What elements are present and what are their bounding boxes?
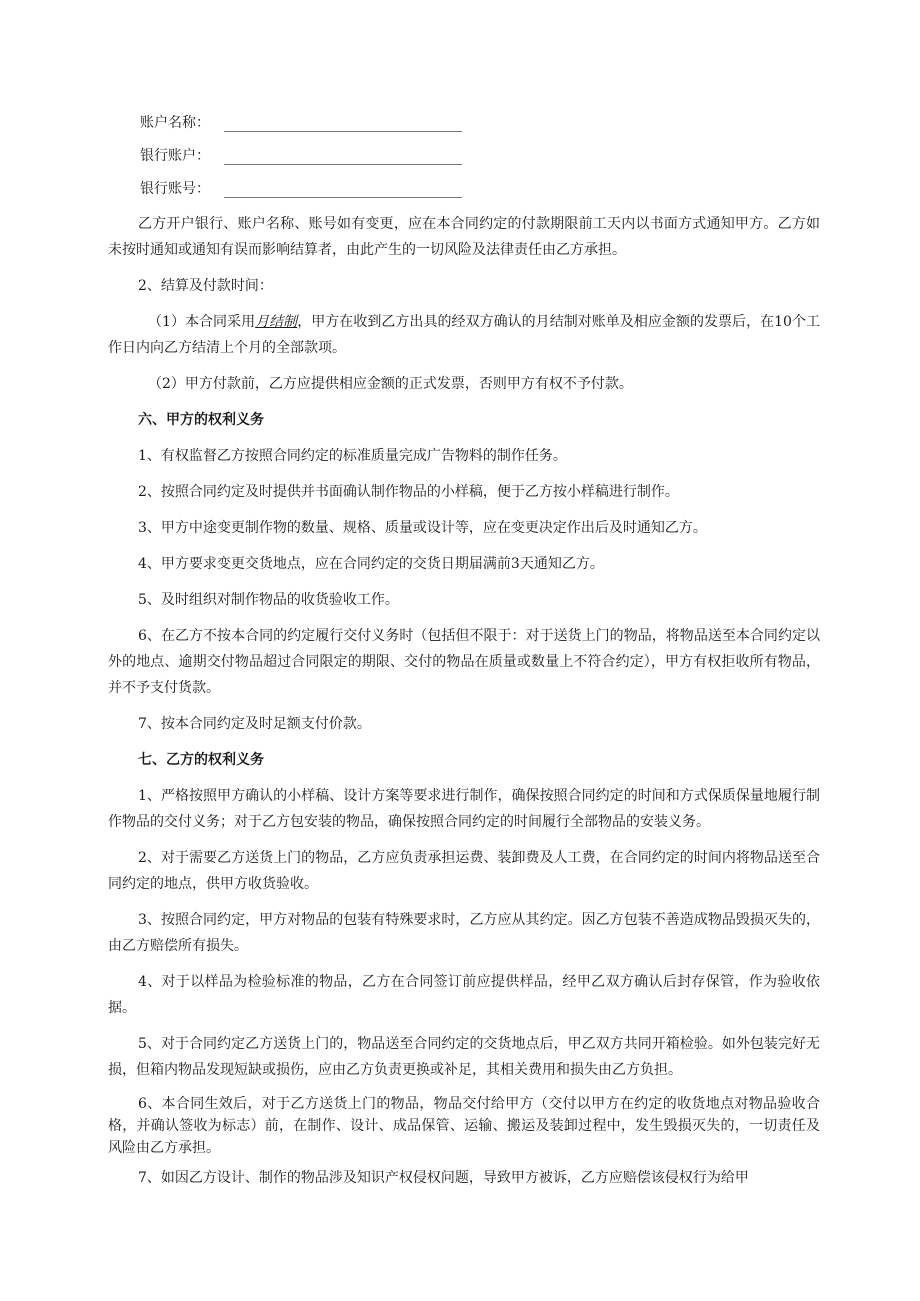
section-7-item-7: 7、如因乙方设计、制作的物品涉及知识产权侵权问题，导致甲方被诉，乙方应赔偿该侵权行为给甲	[138, 1170, 749, 1186]
settlement-clause-1-post: ，甲方在收到乙方出具的经双方确认的月结制对账单及相应金额的发票后，在10个工作日内向乙方结清上个月的全部款项。	[108, 314, 821, 356]
bank-number-field	[108, 172, 820, 205]
bank-number-label: 银行账号：	[140, 180, 210, 197]
change-notice-paragraph: 乙方开户银行、账户名称、账号如有变更，应在本合同约定的付款期限前工天内以书面方式通知甲方。乙方如未按时通知或通知有误而影响结算者，由此产生的一切风险及法律责任由乙方承担。	[108, 216, 820, 258]
section-7-item-2: 2、对于需要乙方送货上门的物品，乙方应负责承担运费、装卸费及人工费，在合同约定的时间内将物品送至合同约定的地点，供甲方收货验收。	[108, 850, 820, 892]
section-7-heading: 七、乙方的权利义务	[138, 752, 264, 768]
section-7-item-3: 3、按照合同约定，甲方对物品的包装有特殊要求时，乙方应从其约定。因乙方包装不善造成物品毁损灭失的，由乙方赔偿所有损失。	[108, 912, 820, 954]
settlement-clause-1-pre: （1）本合同采用	[148, 314, 256, 330]
settlement-clause-1	[108, 309, 820, 361]
bank-account-blank[interactable]	[224, 146, 462, 165]
account-name-label: 账户名称：	[140, 114, 210, 131]
section-6-item-7: 7、按本合同约定及时足额支付价款。	[138, 716, 371, 732]
section-6-item-6: 6、在乙方不按本合同的约定履行交付义务时（包括但不限于：对于送货上门的物品，将物品送至本合同约定以外的地点、逾期交付物品超过合同限定的期限、交付的物品在质量或数量上不符合约定），甲方有权拒收所有物品，并不予支付货款。	[108, 628, 820, 696]
section-6-item-1: 1、有权监督乙方按照合同约定的标准质量完成广告物料的制作任务。	[138, 448, 567, 464]
section-7-item-6: 6、本合同生效后，对于乙方送货上门的物品，物品交付给甲方（交付以甲方在约定的收货地点对物品验收合格，并确认签收为标志）前，在制作、设计、成品保管、运输、搬运及装卸过程中，发生毁损灭失的，一切责任及风险由乙方承担。	[108, 1096, 820, 1156]
section-6-heading: 六、甲方的权利义务	[138, 412, 264, 428]
account-name-blank[interactable]	[224, 113, 462, 132]
document-body	[108, 106, 820, 1201]
section-7-item-4: 4、对于以样品为检验标准的物品，乙方在合同签订前应提供样品，经甲乙双方确认后封存保管，作为验收依据。	[108, 974, 820, 1016]
settlement-clause-2: （2）甲方付款前，乙方应提供相应金额的正式发票，否则甲方有权不予付款。	[148, 376, 633, 392]
bank-account-label: 银行账户：	[140, 147, 210, 164]
section-7-item-5: 5、对于合同约定乙方送货上门的，物品送至合同约定的交货地点后，甲乙双方共同开箱检验。如外包装完好无损，但箱内物品发现短缺或损伤，应由乙方负责更换或补足，其相关费用和损失由乙方负担。	[108, 1036, 820, 1078]
account-name-field	[108, 106, 820, 139]
settlement-method-term: 月结制	[255, 314, 298, 330]
section-6-item-2: 2、按照合同约定及时提供并书面确认制作物品的小样稿，便于乙方按小样稿进行制作。	[138, 484, 679, 500]
section-6-item-5: 5、及时组织对制作物品的收货验收工作。	[138, 592, 399, 608]
section-7-item-1: 1、严格按照甲方确认的小样稿、设计方案等要求进行制作，确保按照合同约定的时间和方式保质保量地履行制作物品的交付义务；对于乙方包安装的物品，确保按照合同约定的时间履行全部物品的安装义务。	[108, 788, 820, 830]
bank-account-field	[108, 139, 820, 172]
section-6-item-3: 3、甲方中途变更制作物的数量、规格、质量或设计等，应在变更决定作出后及时通知乙方。	[138, 520, 707, 536]
settlement-title: 2、结算及付款时间：	[138, 278, 273, 294]
bank-number-blank[interactable]	[224, 179, 462, 198]
section-6-item-4: 4、甲方要求变更交货地点，应在合同约定的交货日期届满前3天通知乙方。	[138, 556, 604, 572]
